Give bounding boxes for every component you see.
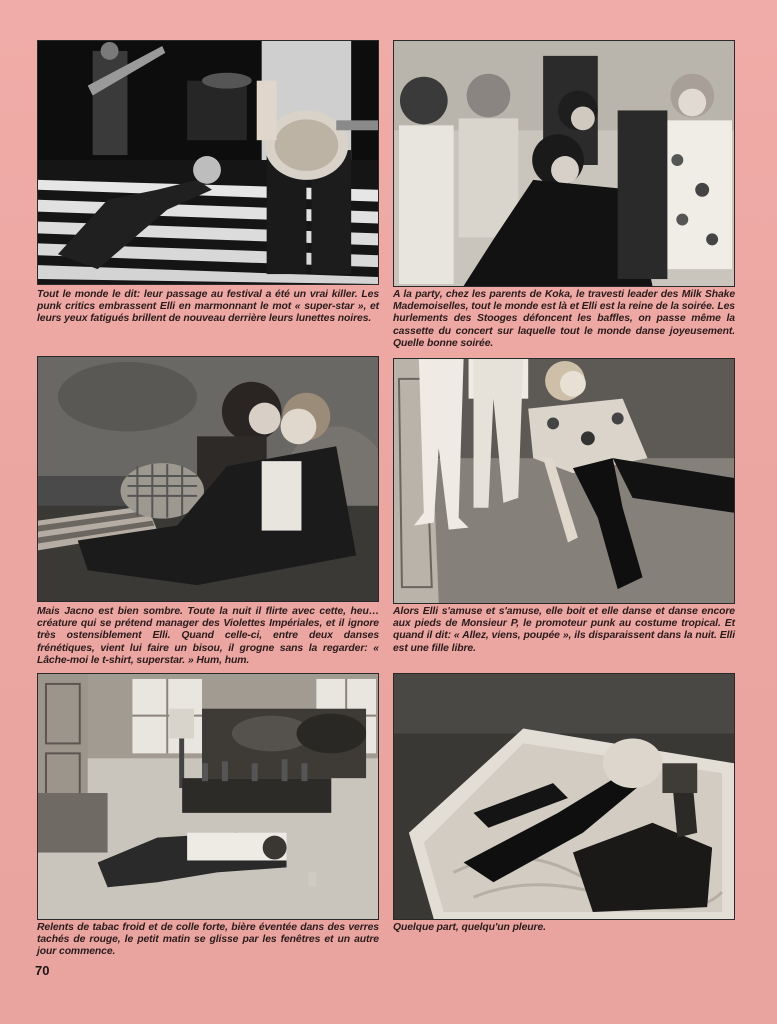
- morning-after-room-caption: Relents de tabac froid et de colle forte, bière éventée dans des verres tachés de rouge, le petit matin se glisse par les fenêtres et un autre jour commence.: [37, 922, 379, 958]
- elli-dancing-caption: Alors Elli s'amuse et s'amuse, elle boit et elle danse et danse encore aux pieds de Monsieur P, le promoteur punk au costume tropical. Et quand il dit: « Allez, viens, poupée », ils disparaissent dans la nuit. Elli est une fille libre.: [393, 606, 735, 654]
- party-dancing-photo: [393, 40, 735, 287]
- bed-guitar-caption: Quelque part, quelqu'un pleure.: [393, 922, 546, 933]
- couple-on-sofa-photo: [37, 356, 379, 602]
- page-number: 70: [35, 963, 50, 978]
- festival-stage-caption: Tout le monde le dit: leur passage au festival a été un vrai killer. Les punk critics embrassent Elli en marmonnant le mot « super-star », et leurs yeux fatigués brillent de nouveau derrière leurs lunettes noires.: [37, 289, 379, 325]
- elli-dancing-photo: [393, 358, 735, 604]
- festival-stage-photo: [37, 40, 379, 285]
- bed-guitar-photo: [393, 673, 735, 920]
- couple-on-sofa-caption: Mais Jacno est bien sombre. Toute la nuit il flirte avec cette, heu… créature qui se prétend manager des Violettes Impériales, et il ignore très ostensiblement Elli. Quand celle-ci, entre deux danses frénétiques, vient lui faire un bisou, il grogne sans la regarder: « Lâche-moi le t-shirt, superstar. » Hum, hum.: [37, 606, 379, 666]
- morning-after-room-photo: [37, 673, 379, 920]
- party-dancing-caption: A la party, chez les parents de Koka, le travesti leader des Milk Shake Mademoiselles, tout le monde est là et Elli est la reine de la soirée. Les hurlements des Stooges défoncent les baffles, on passe même la cassette du concert sur laquelle tout le monde danse joyeusement. Quelle bonne soirée.: [393, 289, 735, 349]
